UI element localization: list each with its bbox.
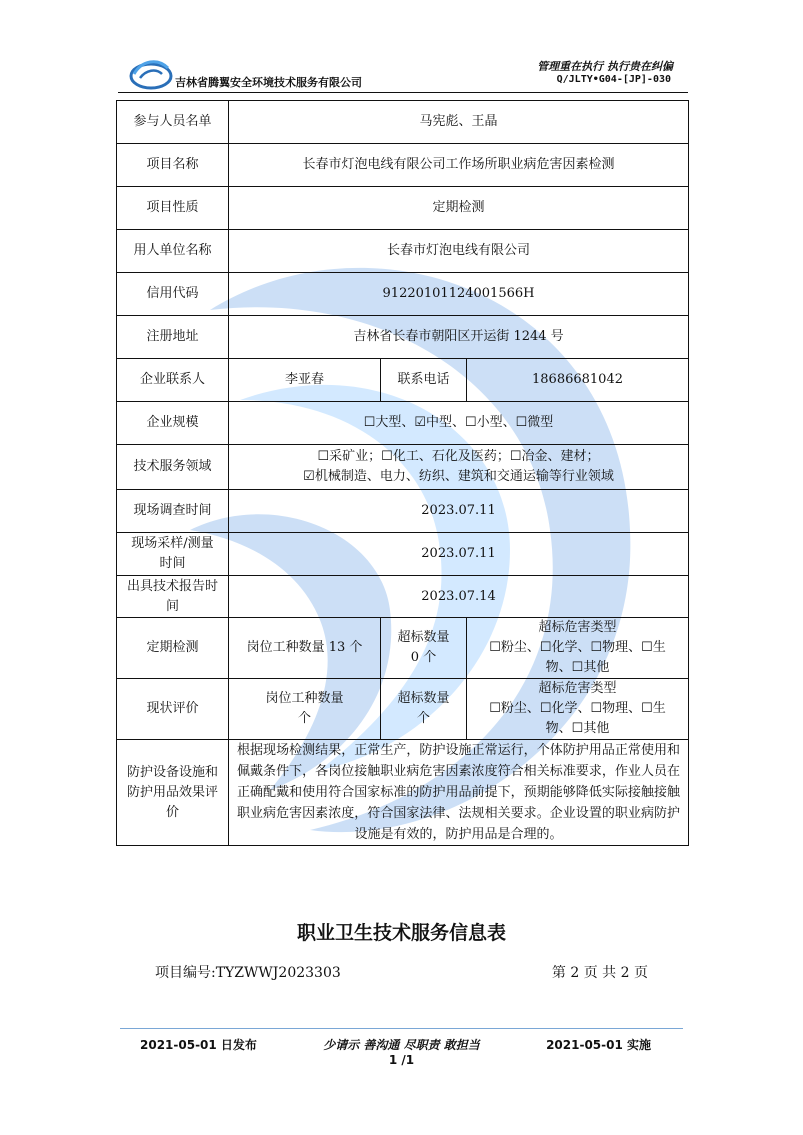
table-row bbox=[117, 187, 689, 230]
table-row bbox=[117, 490, 689, 533]
header-divider bbox=[118, 92, 688, 93]
footer-page-number: 1 /1 bbox=[388, 1053, 415, 1067]
protection-label: 防护设备设施和 防护用品效果评 价 bbox=[117, 740, 229, 846]
table-row bbox=[117, 144, 689, 187]
project-nature-label: 项目性质 bbox=[117, 187, 229, 230]
project-name-value: 长春市灯泡电线有限公司工作场所职业病危害因素检测 bbox=[229, 144, 689, 187]
sampling-time-value: 2023.07.11 bbox=[229, 533, 689, 576]
participants-label: 参与人员名单 bbox=[117, 101, 229, 144]
contact-label: 企业联系人 bbox=[117, 359, 229, 402]
employer-label: 用人单位名称 bbox=[117, 230, 229, 273]
phone-label: 联系电话 bbox=[381, 359, 467, 402]
table-row bbox=[117, 576, 689, 618]
credit-code-value: 91220101124001566H bbox=[229, 273, 689, 316]
address-label: 注册地址 bbox=[117, 316, 229, 359]
table-row bbox=[117, 679, 689, 740]
table-row bbox=[117, 533, 689, 576]
periodic-posts: 岗位工种数量 13 个 bbox=[229, 618, 381, 679]
scale-label: 企业规模 bbox=[117, 402, 229, 445]
phone-value: 18686681042 bbox=[467, 359, 689, 402]
survey-time-value: 2023.07.11 bbox=[229, 490, 689, 533]
report-time-value: 2023.07.14 bbox=[229, 576, 689, 618]
project-name-label: 项目名称 bbox=[117, 144, 229, 187]
company-logo-icon bbox=[128, 56, 174, 90]
table-row bbox=[117, 402, 689, 445]
table-row bbox=[117, 740, 689, 846]
project-number: 项目编号:TYZWWJ2023303 bbox=[155, 965, 341, 981]
periodic-label: 定期检测 bbox=[117, 618, 229, 679]
participants-value: 马宪彪、王晶 bbox=[229, 101, 689, 144]
credit-code-label: 信用代码 bbox=[117, 273, 229, 316]
table-row bbox=[117, 101, 689, 144]
protection-evaluation-text: 根据现场检测结果，正常生产，防护设施正常运行，个体防护用品正常使用和佩戴条件下，各岗位接触职业病危害因素浓度符合相关标准要求，作业人员在正确配戴和使用符合国家标准的防护用品前提下，预期能够降低实际接触接触职业病危害因素浓度，符合国家法律、法规相关要求。企业设置的职业病防护设施是有效的，防护用品是合理的。 bbox=[229, 740, 689, 846]
domain-line-2: ☑机械制造、电力、纺织、建筑和交通运输等行业领域 bbox=[303, 469, 614, 484]
periodic-hazard: 超标危害类型 ☐粉尘、☐化学、☐物理、☐生 物、☐其他 bbox=[467, 618, 689, 679]
status-posts: 岗位工种数量 个 bbox=[229, 679, 381, 740]
effective-date: 2021-05-01 实施 bbox=[546, 1038, 651, 1052]
document-code: Q/JLTY•G04-[JP]-030 bbox=[556, 74, 671, 85]
sampling-time-label: 现场采样/测量 时间 bbox=[117, 533, 229, 576]
address-value: 吉林省长春市朝阳区开运街 1244 号 bbox=[229, 316, 689, 359]
periodic-exceed: 超标数量 0 个 bbox=[381, 618, 467, 679]
form-title: 职业卫生技术服务信息表 bbox=[296, 922, 506, 944]
domain-line-1: ☐采矿业；☐化工、石化及医药；☐冶金、建材； bbox=[317, 449, 600, 464]
issue-date: 2021-05-01 日发布 bbox=[140, 1038, 257, 1052]
table-row bbox=[117, 445, 689, 490]
table-row bbox=[117, 359, 689, 402]
form-page-number: 第 2 页 共 2 页 bbox=[551, 965, 648, 981]
management-motto: 管理重在执行 执行贵在纠偏 bbox=[537, 60, 673, 73]
domain-label: 技术服务领域 bbox=[117, 445, 229, 490]
project-nature-value: 定期检测 bbox=[229, 187, 689, 230]
scale-value: ☐大型、☑中型、☐小型、☐微型 bbox=[229, 402, 689, 445]
table-row bbox=[117, 316, 689, 359]
table-row bbox=[117, 618, 689, 679]
domain-value bbox=[229, 445, 689, 490]
page-header bbox=[120, 52, 685, 92]
footer-divider bbox=[120, 1028, 683, 1029]
footer-slogan: 少请示 善沟通 尽职责 敢担当 bbox=[323, 1038, 480, 1052]
table-row bbox=[117, 273, 689, 316]
service-info-table bbox=[116, 100, 689, 846]
report-time-label: 出具技术报告时 间 bbox=[117, 576, 229, 618]
status-hazard: 超标危害类型 ☐粉尘、☐化学、☐物理、☐生 物、☐其他 bbox=[467, 679, 689, 740]
contact-value: 李亚春 bbox=[229, 359, 381, 402]
status-label: 现状评价 bbox=[117, 679, 229, 740]
survey-time-label: 现场调查时间 bbox=[117, 490, 229, 533]
status-exceed: 超标数量 个 bbox=[381, 679, 467, 740]
employer-value: 长春市灯泡电线有限公司 bbox=[229, 230, 689, 273]
table-row bbox=[117, 230, 689, 273]
company-name: 吉林省腾翼安全环境技术服务有限公司 bbox=[175, 76, 362, 89]
